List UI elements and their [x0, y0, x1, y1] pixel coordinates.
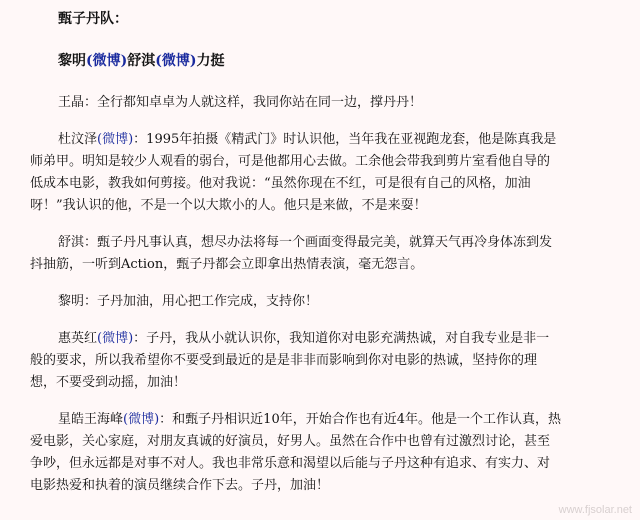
quote-text: 低成本电影，教我如何剪接。他对我说：“虽然你现在不红，可是很有自己的风格，加油 — [30, 176, 531, 191]
section-subheading — [58, 50, 618, 72]
quote-text: 全行都知卓卓为人就这样，我同你站在同一边，撑丹丹！ — [97, 95, 423, 110]
quote-speaker: 王晶： — [58, 95, 98, 110]
quote-text: 想，不要受到动摇，加油！ — [30, 375, 187, 390]
quote-text: 爱电影，关心家庭，对朋友真诚的好演员，好男人。虽然在合作中也曾有过激烈讨论，甚至 — [30, 434, 551, 449]
quote-speaker: 舒淇： — [58, 235, 98, 250]
quote-text: ：和甄子丹相识近10年，开始合作也有近4年。他是一个工作认真，热 — [159, 412, 561, 427]
quote-text: 甄子丹凡事认真，想尽办法将每一个画面变得最完美，就算天气再冷身体冻到发 — [97, 235, 553, 250]
section-heading: 甄子丹队： — [58, 11, 128, 27]
quote-text: 呀！”我认识的他，不是一个以大欺小的人。他只是来做，不是来耍！ — [30, 198, 427, 213]
quote-paragraph — [30, 328, 618, 394]
quote-paragraph — [58, 291, 618, 313]
quote-text: 电影热爱和执着的演员继续合作下去。子丹，加油！ — [30, 478, 330, 493]
quote-speaker: 黎明： — [58, 294, 98, 309]
quote-list — [30, 92, 618, 497]
quote-paragraph — [30, 129, 618, 217]
quote-text: 般的要求，所以我希望你不要受到最近的是是非非而影响到你对电影的热诚，坚持你的理 — [30, 353, 538, 368]
quote-paragraph — [30, 409, 618, 497]
quote-text: ：1995年拍摄《精武门》时认识他，当年我在亚视跑龙套，他是陈真我是 — [133, 132, 557, 147]
quote-paragraph — [30, 232, 618, 276]
quote-speaker: 惠英红 — [58, 331, 98, 346]
quote-paragraph — [58, 92, 618, 114]
quote-speaker: 星皓王海峰 — [58, 412, 124, 427]
subheading-name-1: 黎明 — [58, 53, 86, 69]
weibo-link[interactable]: (微博) — [123, 412, 160, 427]
weibo-link-1[interactable]: (微博) — [86, 53, 128, 69]
quote-text: 抖抽筋，一听到Action，甄子丹都会立即拿出热情表演，毫无怨言。 — [30, 257, 424, 272]
quote-text: 争吵，但永远都是对事不对人。我也非常乐意和渴望以后能与子丹这种有追求、有实力、对 — [30, 456, 551, 471]
subheading-name-2: 舒淇 — [127, 53, 156, 69]
quote-text: ：子丹，我从小就认识你，我知道你对电影充满热诚，对自我专业是非一 — [133, 331, 550, 346]
weibo-link[interactable]: (微博) — [97, 132, 134, 147]
quote-speaker: 杜汶泽 — [58, 132, 98, 147]
quote-text: 师弟甲。明知是较少人观看的弱台，可是他都用心去做。工余他会带我到剪片室看他自导的 — [30, 154, 551, 169]
watermark-text: www.fjsolar.net — [558, 504, 632, 516]
weibo-link[interactable]: (微博) — [97, 331, 134, 346]
quote-text: 子丹加油，用心把工作完成，支持你！ — [97, 294, 319, 309]
subheading-suffix: 力挺 — [196, 53, 225, 69]
weibo-link-2[interactable]: (微博) — [155, 53, 197, 69]
